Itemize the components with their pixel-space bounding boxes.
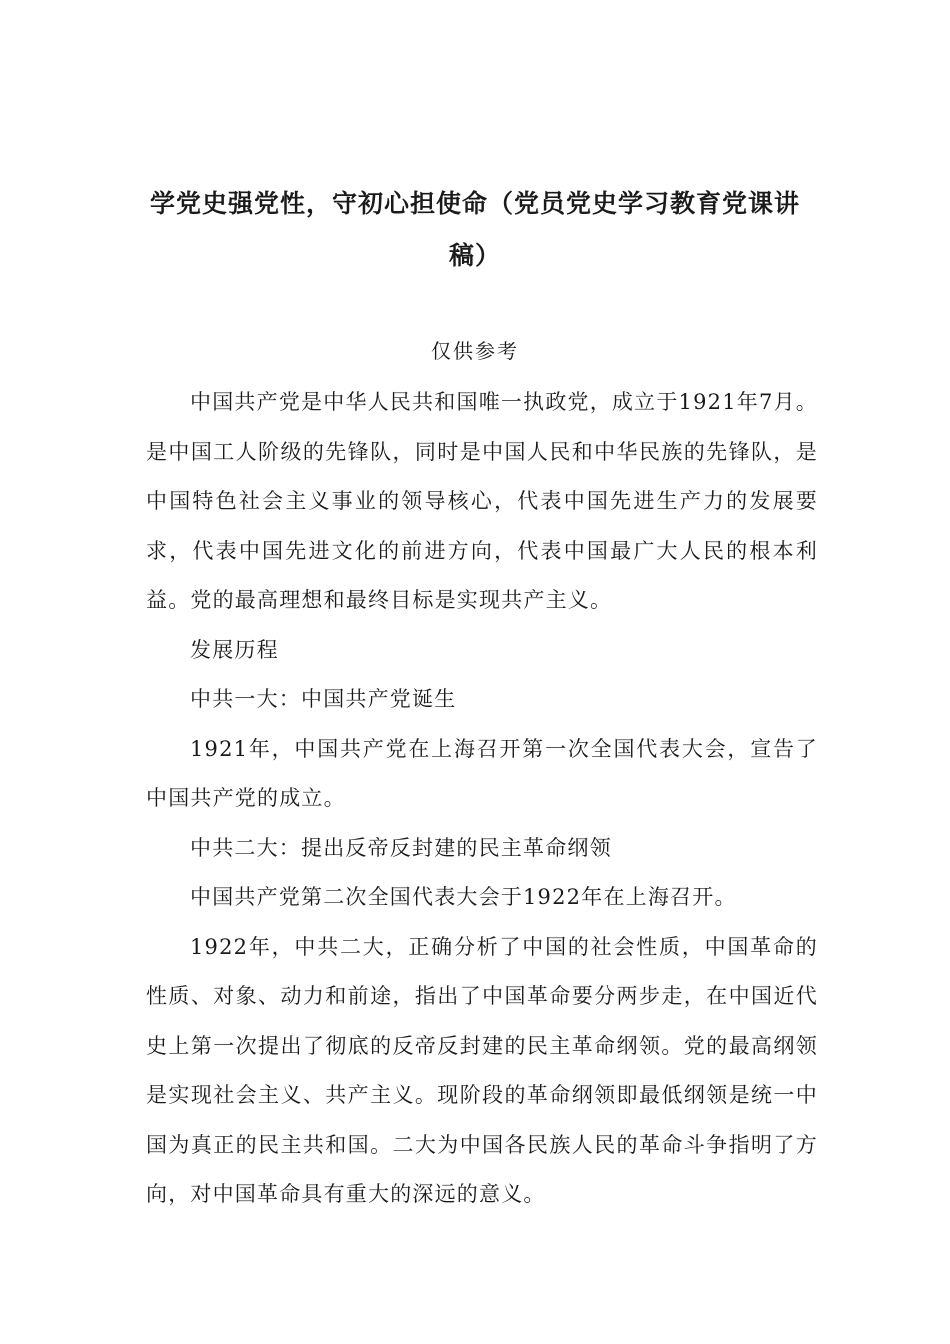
paragraph-intro: 中国共产党是中华人民共和国唯一执政党，成立于1921年7月。是中国工人阶级的先锋队，同时是中国人民和中华民族的先锋队，是中国特色社会主义事业的领导核心，代表中国先进生产力的发展要求，代表中国先进文化的前进方向，代表中国最广大人民的根本利益。党的最高理想和最终目标是实现共产主义。 [146,390,818,612]
paragraph-second-congress-detail: 1922年，中共二大，正确分析了中国的社会性质，中国革命的性质、对象、动力和前途，指出了中国革命要分两步走，在中国近代史上第一次提出了彻底的反帝反封建的民主革命纲领。党的最高纲领是实现社会主义、共产主义。现阶段的革命纲领即最低纲领是统一中国为真正的民主共和国。二大为中国各民族人民的革命斗争指明了方向，对中国革命具有重大的深远的意义。 [146,934,818,1206]
subheading-second-congress: 中共二大：提出反帝反封建的民主革命纲领 [190,835,612,860]
paragraph-second-congress-date: 中国共产党第二次全国代表大会于1922年在上海召开。 [190,885,737,909]
subheading-first-congress: 中共一大：中国共产党诞生 [190,687,457,711]
paragraph-first-congress: 1921年，中国共产党在上海召开第一次全国代表大会，宣告了中国共产党的成立。 [146,736,818,810]
document-title: 学党史强党性，守初心担使命（党员党史学习教育党课讲稿） [149,189,800,270]
document-body [146,378,818,1220]
section-heading-history: 发展历程 [190,637,279,662]
document-subtitle: 仅供参考 [431,339,519,363]
